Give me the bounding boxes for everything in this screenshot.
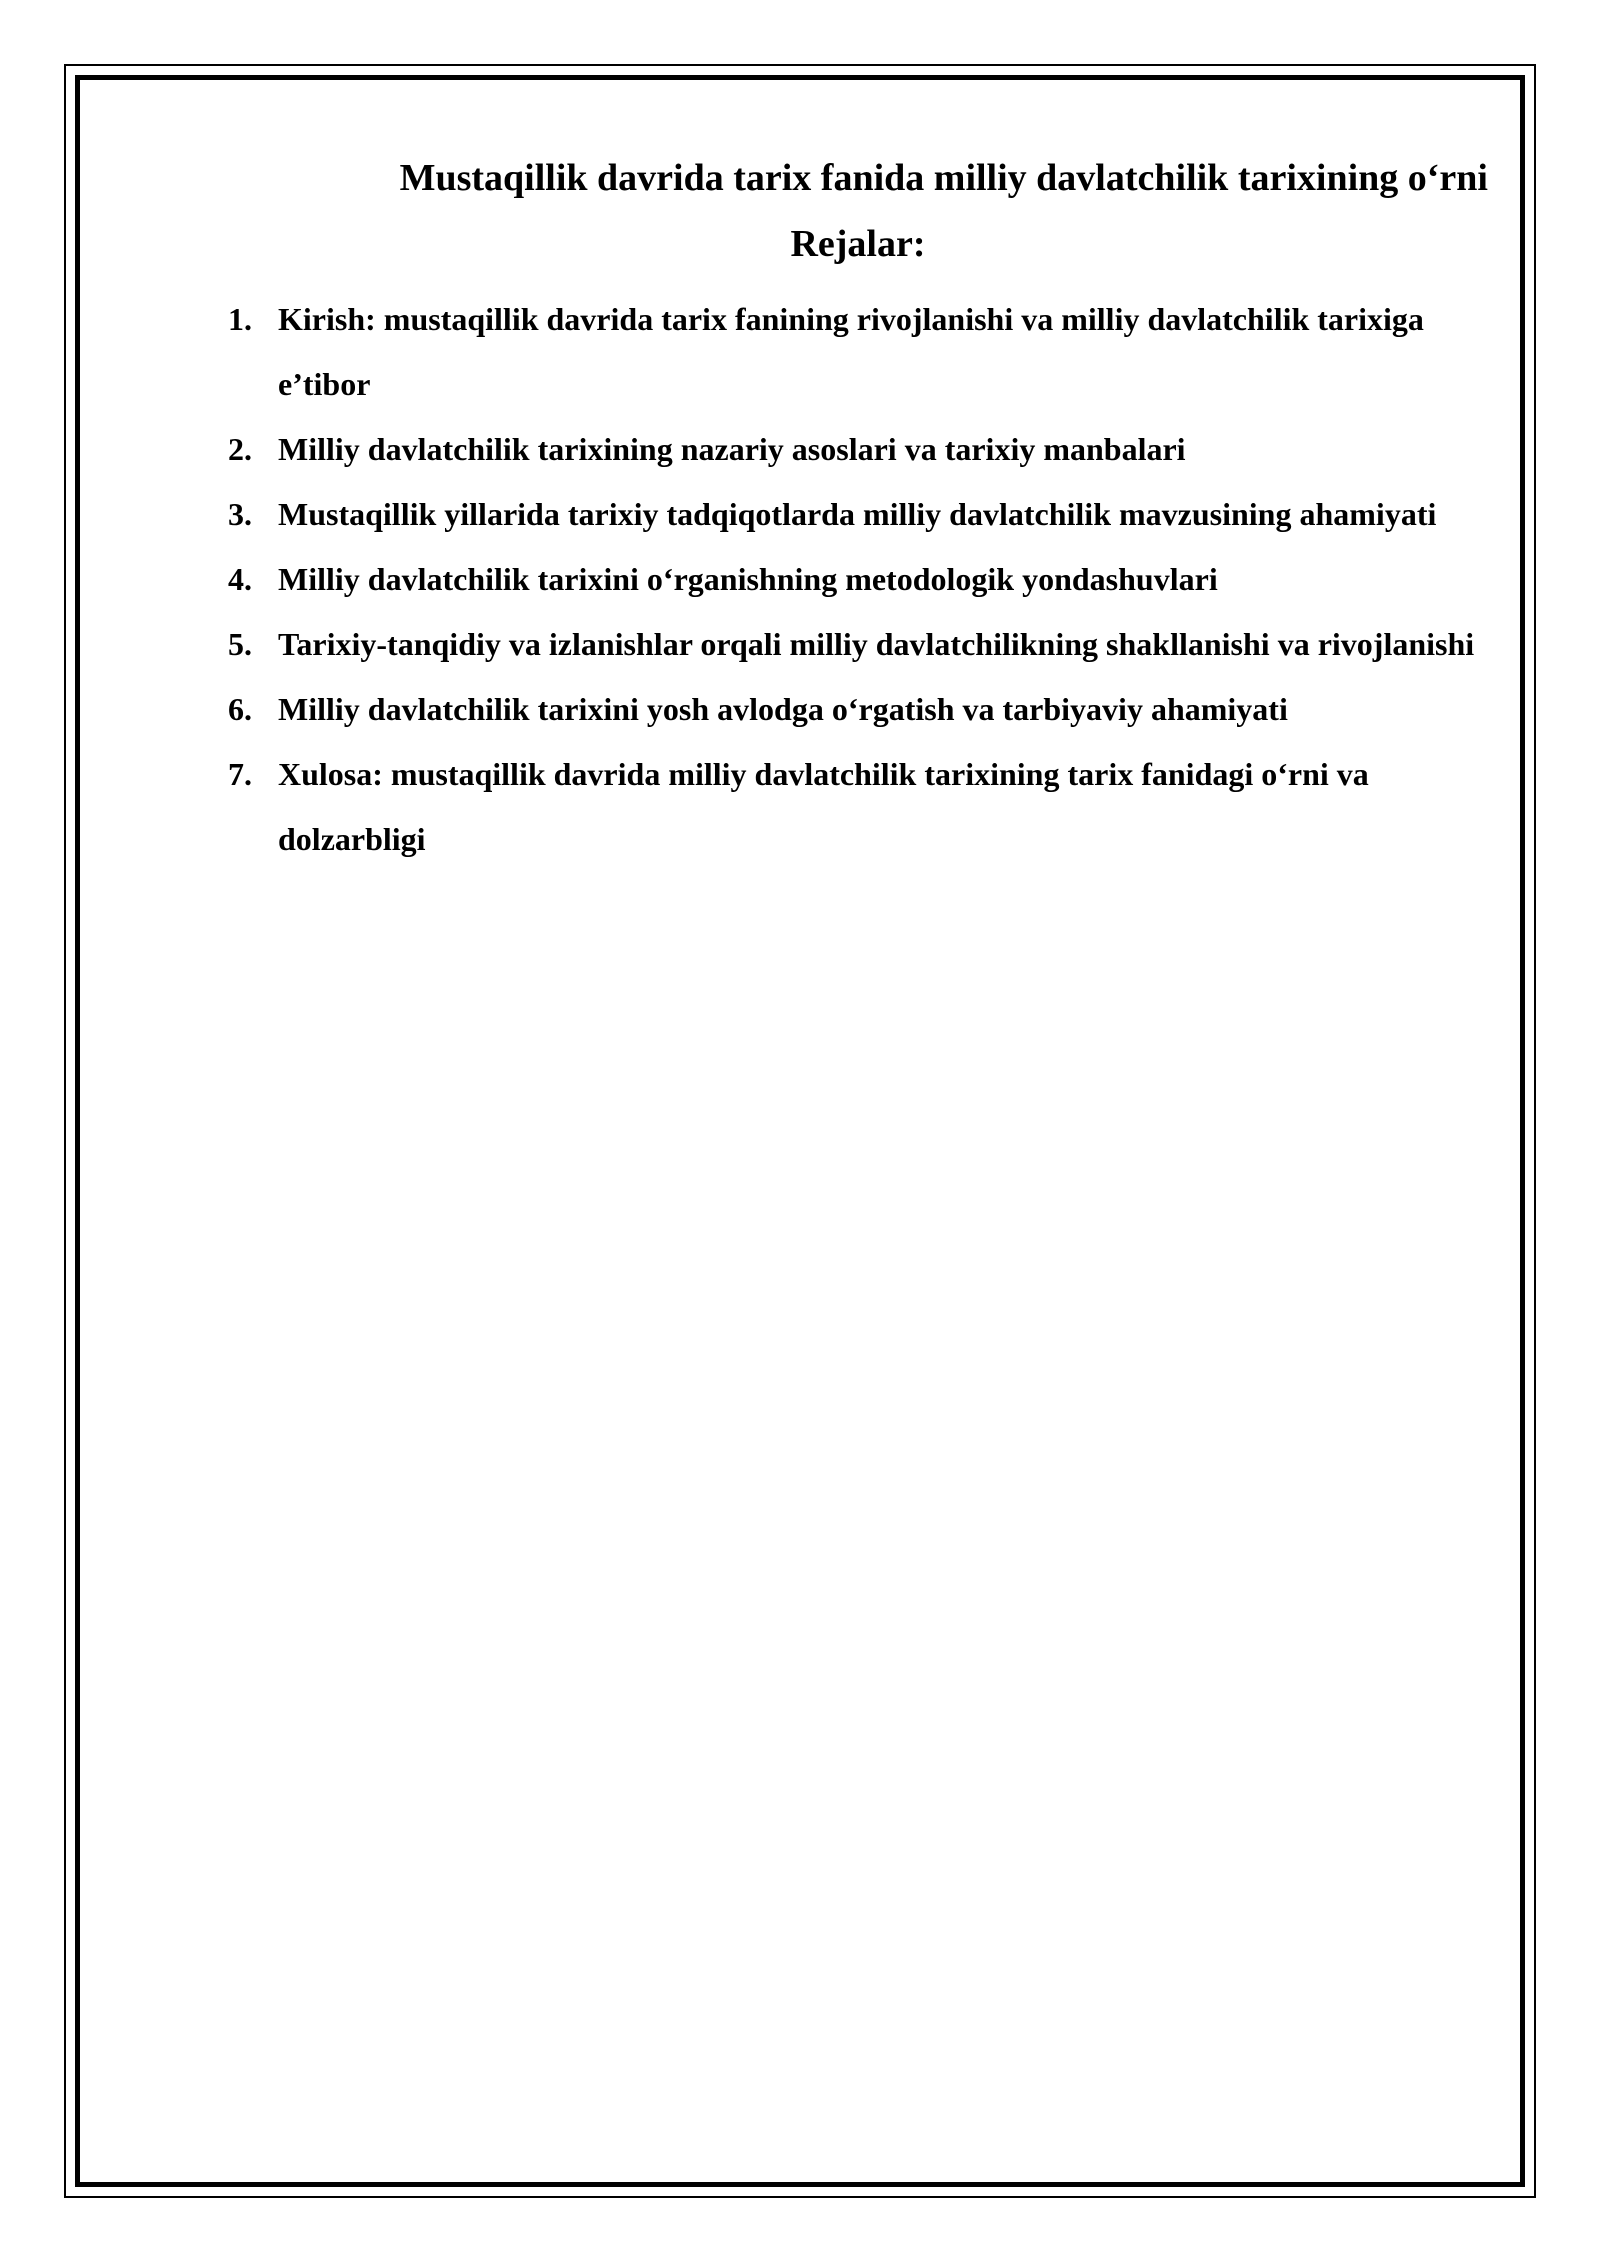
plan-item [228,612,1488,677]
plan-item-number: 5. [228,626,252,662]
plan-item-text: Mustaqillik yillarida tarixiy tadqiqotlarda milliy davlatchilik mavzusining ahamiyati [278,496,1437,532]
plan-item-number: 6. [228,691,252,727]
plan-item-number: 7. [228,756,252,792]
plan-item [228,482,1488,547]
plan-item-number: 3. [228,496,252,532]
plan-item-text: Milliy davlatchilik tarixining nazariy asoslari va tarixiy manbalari [278,431,1186,467]
document-content [228,145,1488,872]
plan-item-text: Kirish: mustaqillik davrida tarix fanining rivojlanishi va milliy davlatchilik tarixiga e’tibor [278,301,1424,402]
plan-item-text: Xulosa: mustaqillik davrida milliy davlatchilik tarixining tarix fanidagi o‘rni va dolzarbligi [278,756,1369,857]
plan-heading: Rejalar: [790,223,926,265]
plan-item-number: 2. [228,431,252,467]
plan-item-text: Tarixiy-tanqidiy va izlanishlar orqali milliy davlatchilikning shakllanishi va rivojlanishi [278,626,1475,662]
plan-item-text: Milliy davlatchilik tarixini yosh avlodga o‘rgatish va tarbiyaviy ahamiyati [278,691,1288,727]
plan-item [228,547,1488,612]
plan-item-text: Milliy davlatchilik tarixini o‘rganishning metodologik yondashuvlari [278,561,1218,597]
plan-item-number: 4. [228,561,252,597]
plan-item [228,742,1488,872]
plan-item [228,417,1488,482]
document-title: Mustaqillik davrida tarix fanida milliy davlatchilik tarixining o‘rni [399,157,1488,199]
plan-item-number: 1. [228,301,252,337]
plan-list [228,287,1488,872]
plan-item [228,677,1488,742]
plan-item [228,287,1488,417]
